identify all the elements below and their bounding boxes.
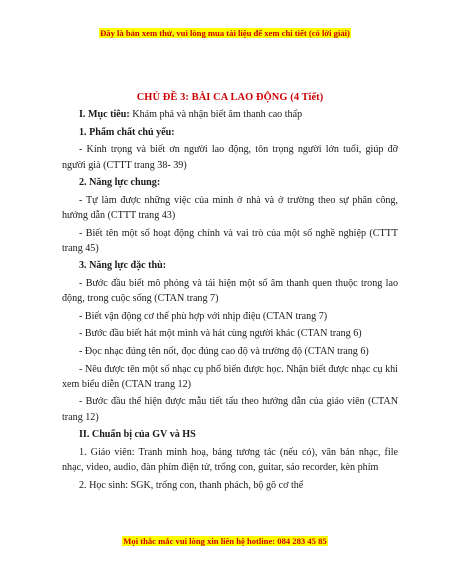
objective-text: Khám phá và nhận biết âm thanh cao thấp [129,109,303,121]
document-title: CHỦ ĐỀ 3: BÀI CA LAO ĐỘNG (4 Tiết) [136,92,324,103]
objective-label: I. Mục tiêu: [79,109,130,121]
specific-competence-item: - Bước đầu thể hiện được mẫu tiết tấu theo hướng dẫn của giáo viên (CTAN trang 12) [62,396,398,423]
objective-line [62,107,398,122]
preview-notice-text: Đây là bản xem thử, vui lòng mua tài liệu để xem chi tiết (có lời giải) [100,28,350,38]
preview-notice-banner [0,28,450,38]
general-competence-item: - Tự làm được những việc của mình ở nhà và ở trường theo sự phân công, hướng dẫn (CTTT trang 43) [62,194,398,221]
general-competence-item: - Biết tên một số hoạt động chính và vai trò của một số nghề nghiệp (CTTT trang 45) [62,227,398,254]
hotline-text: Mọi thắc mắc vui lòng xin liên hệ hotline: 084 283 45 85 [123,536,327,546]
specific-competence-item: - Biết vận động cơ thể phù hợp với nhịp điệu (CTAN trang 7) [79,310,328,322]
section-heading-quality: 1. Phẩm chất chủ yếu: [79,126,175,138]
specific-competence-item: - Bước đầu biết hát một mình và hát cùng người khác (CTAN trang 6) [79,328,362,340]
preparation-item-teacher: 1. Giáo viên: Tranh minh hoạ, bảng tương tác (nếu có), văn bản nhạc, file nhạc, video, audio, đàn phím điện tử, trống con, guitar, sáo recorder, kèn phím [62,446,398,473]
specific-competence-item: - Nêu được tên một số nhạc cụ phổ biến được học. Nhận biết được nhạc cụ khi xem biểu diễn (CTAN trang 12) [62,363,398,390]
section-heading-general-competence: 2. Năng lực chung: [79,177,161,189]
preparation-item-student: 2. Học sinh: SGK, trống con, thanh phách, bộ gõ cơ thể [79,479,304,491]
hotline-banner [0,536,450,546]
specific-competence-item: - Bước đầu biết mô phỏng và tái hiện một số âm thanh quen thuộc trong lao động, trong cuộc sống (CTAN trang 7) [62,277,398,305]
section-heading-preparation: II. Chuẩn bị của GV và HS [79,429,196,441]
document-body [62,90,398,495]
section-heading-specific-competence: 3. Năng lực đặc thù: [79,260,167,272]
quality-item: - Kính trọng và biết ơn người lao động, tôn trọng người lớn tuổi, giúp đỡ người già (CTTT trang 38- 39) [62,144,398,171]
specific-competence-item: - Đọc nhạc đúng tên nốt, đọc đúng cao độ và trường độ (CTAN trang 6) [79,345,369,357]
